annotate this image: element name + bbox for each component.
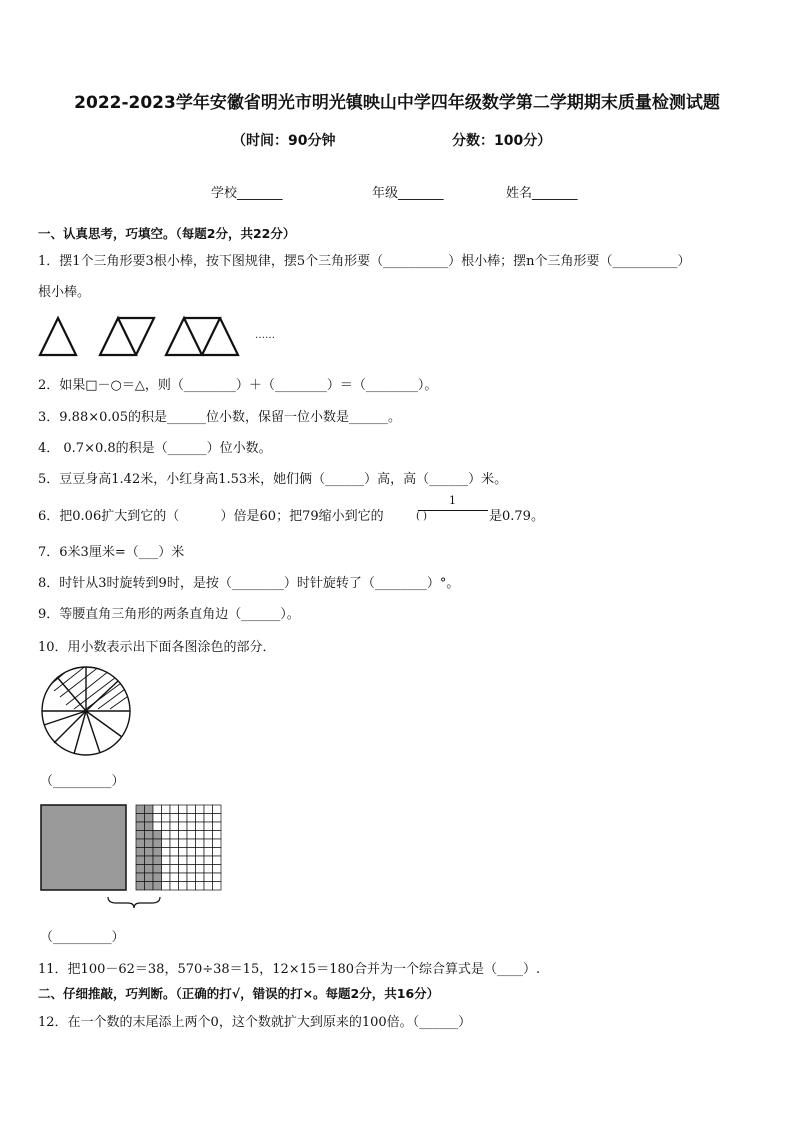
grid-cell [170,822,179,831]
grid-cell [136,805,145,814]
grid-cell [196,831,205,840]
grid-cell [187,839,196,848]
question-1-cont: 根小棒。 [38,285,91,300]
grid-cell [153,848,162,857]
grid-cell [179,805,188,814]
grid-cell [136,865,145,874]
grid-cell [187,865,196,874]
triangle-pattern-figure [36,312,286,360]
fraction-denominator: ( ) [416,511,427,522]
exam-time: （时间：90分钟 [232,133,336,149]
grid-cell [179,839,188,848]
grid-cell [136,848,145,857]
question-5: 5．豆豆身高1.42米，小红身高1.53米，她们俩（______）高，高（______）米。 [38,472,508,487]
grid-cell [136,839,145,848]
grid-cell [204,856,213,865]
grid-cell [153,865,162,874]
question-7: 7．6米3厘米=（___）米 [38,545,185,560]
grid-cell [145,865,154,874]
grid-cell [213,865,222,874]
grid-cell [170,856,179,865]
grid-cell [204,873,213,882]
grid-cell [204,822,213,831]
grid-cell [179,865,188,874]
answer-blank-circle[interactable]: （_________） [40,774,125,789]
exam-score: 分数：100分） [452,133,552,149]
grid-cell [196,856,205,865]
grid-cell [187,873,196,882]
grid-cell [213,848,222,857]
section-1-heading: 一、认真思考，巧填空。（每题2分，共22分） [38,226,296,241]
triangle-1 [40,318,76,355]
grid-cell [187,822,196,831]
grid-cell [204,805,213,814]
question-9: 9．等腰直角三角形的两条直角边（______）。 [38,607,300,622]
grid-cell [145,822,154,831]
grid-cell [145,856,154,865]
grid-cell [162,848,171,857]
grid-cell [187,882,196,891]
grid-cell [153,882,162,891]
grid-cell [187,848,196,857]
grid-cell [136,822,145,831]
grid-cell [153,805,162,814]
section-2-heading: 二、仔细推敲，巧判断。（正确的打√，错误的打×。每题2分，共16分） [38,986,440,1001]
grid-cell [170,865,179,874]
grid-cell [170,814,179,823]
grid-cell [179,814,188,823]
brace-mark [108,897,160,908]
school-field[interactable]: 学校_______ [211,186,283,201]
grid-cell [187,814,196,823]
grid-cell [153,839,162,848]
triangle-2b [118,318,154,355]
grid-cell [196,814,205,823]
grid-cell [136,882,145,891]
triangle-3a [166,318,202,355]
grid-cell [145,839,154,848]
grid-cell [204,882,213,891]
grid-cell [162,822,171,831]
grid-cell [204,865,213,874]
shaded-whole-square [41,805,126,890]
grid-cell [136,856,145,865]
question-10: 10．用小数表示出下面各图涂色的部分． [38,640,276,655]
grid-cell [162,831,171,840]
grid-cell [136,814,145,823]
grid-cell [162,856,171,865]
question-2: 2．如果□－○＝△，则（________）＋（________）＝（________）。 [38,378,438,393]
grid-cell [204,831,213,840]
grid-cell [153,873,162,882]
grid-cell [170,839,179,848]
grid-cell [196,805,205,814]
grid-cell [162,805,171,814]
grid-cell [196,848,205,857]
exam-title: 2022-2023学年安徽省明光市明光镇映山中学四年级数学第二学期期末质量检测试题 [74,93,720,113]
grid-cell [145,848,154,857]
grid-cell [179,822,188,831]
grid-cell [145,805,154,814]
name-field[interactable]: 姓名_______ [506,186,578,201]
grid-cell [136,873,145,882]
hundred-grid [136,805,221,890]
grid-cell [153,831,162,840]
grid-cell [145,873,154,882]
grid-cell [145,831,154,840]
grid-cell [213,839,222,848]
grid-cell [196,882,205,891]
grid-cell [213,805,222,814]
grid-cell [179,856,188,865]
question-6-part1: 6．把0.06扩大到它的（ ）倍是60；把79缩小到它的 [38,509,384,524]
grid-cell [213,814,222,823]
grid-cell [170,848,179,857]
grid-cell [187,805,196,814]
triangle-3b [184,318,220,355]
question-1: 1．摆1个三角形要3根小棒，按下图规律，摆5个三角形要（__________）根小棒；摆n个三角形要（__________） [38,254,691,269]
grid-cell [196,873,205,882]
grid-cell [153,814,162,823]
grid-cell [162,882,171,891]
grid-cell [162,865,171,874]
grid-cell [162,814,171,823]
question-3: 3．9.88×0.05的积是______位小数，保留一位小数是______。 [38,410,402,425]
grid-cell [213,831,222,840]
question-8: 8．时针从3时旋转到9时，是按（________）时针旋转了（________）°。 [38,576,460,591]
grid-cell [213,882,222,891]
grid-cell [196,865,205,874]
grid-cell [136,831,145,840]
pattern-ellipsis: …… [255,330,275,341]
grid-cell [187,856,196,865]
question-12: 12．在一个数的末尾添上两个0，这个数就扩大到原来的100倍。（______） [38,1015,472,1030]
triangle-2a [100,318,136,355]
grid-cell [196,822,205,831]
grid-cell [204,814,213,823]
shaded-circle-figure [40,665,132,757]
question-6 [38,505,384,524]
grid-cell [204,848,213,857]
grid-cell [213,856,222,865]
grid-cell [170,805,179,814]
grid-cell [204,839,213,848]
grid-cell [179,848,188,857]
grid-cell [196,839,205,848]
grid-cell [162,873,171,882]
question-4: 4． 0.7×0.8的积是（______）位小数。 [38,441,272,456]
grid-cell [162,839,171,848]
grid-cell [170,873,179,882]
grid-cell [145,882,154,891]
grid-cell [170,882,179,891]
grade-field[interactable]: 年级_______ [372,186,444,201]
question-11: 11．把100－62＝38，570÷38＝15，12×15＝180合并为一个综合算式是（____）. [38,962,541,977]
fraction-bar [418,509,490,512]
fraction-numerator: 1 [449,494,456,507]
grid-cell [170,831,179,840]
shaded-square-grid-figure [38,802,228,912]
grid-cell [145,814,154,823]
grid-cell [153,822,162,831]
grid-cell [179,831,188,840]
grid-cell [153,856,162,865]
grid-cell [179,873,188,882]
grid-cell [213,873,222,882]
grid-cell [179,882,188,891]
grid-cell [187,831,196,840]
answer-blank-grid[interactable]: （_________） [40,930,125,945]
question-6-part2: 是0.79。 [489,509,544,524]
grid-cell [213,822,222,831]
triangle-3c [202,318,238,355]
